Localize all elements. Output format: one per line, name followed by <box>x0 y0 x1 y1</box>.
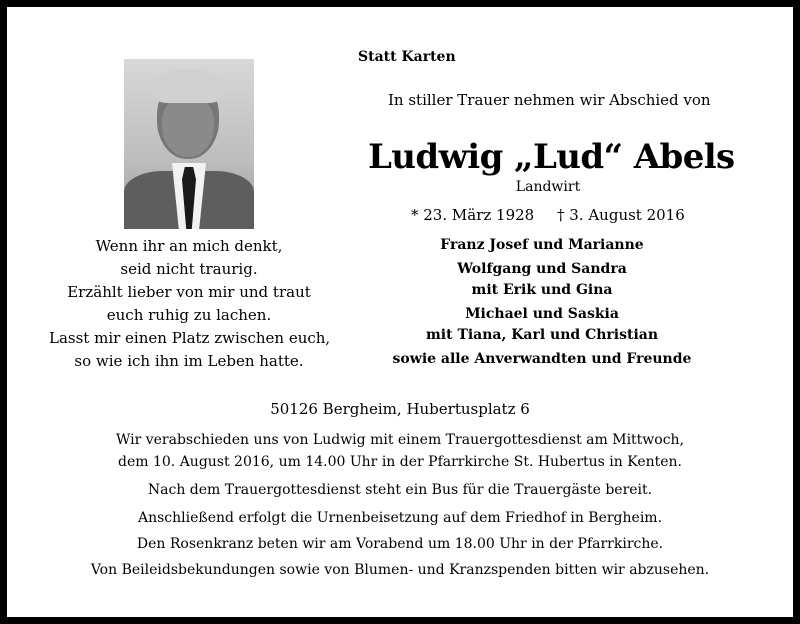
intro-line: In stiller Trauer nehmen wir Abschied von <box>388 91 711 109</box>
notice-line: Von Beileidsbekundungen sowie von Blumen- und Kranzspenden bitten wir abzusehen. <box>90 562 710 578</box>
occupation: Landwirt <box>515 179 581 195</box>
poem-line: Wenn ihr an mich denkt, <box>95 237 283 255</box>
statt-karten-label: Statt Karten <box>358 49 456 65</box>
portrait-photo <box>124 59 254 229</box>
poem-line: Erzählt lieber von mir und traut <box>67 283 311 301</box>
notice-line: Den Rosenkranz beten wir am Vorabend um 18.00 Uhr in der Pfarrkirche. <box>136 536 664 552</box>
mourner-line: sowie alle Anverwandten und Freunde <box>392 351 692 367</box>
death-date: † 3. August 2016 <box>557 206 685 224</box>
poem-line: seid nicht traurig. <box>120 260 258 278</box>
notice-line: Wir verabschieden uns von Ludwig mit einem Trauergottesdienst am Mittwoch, <box>115 432 685 448</box>
face-shape <box>162 97 214 157</box>
mourner-line: Franz Josef und Marianne <box>440 237 644 253</box>
birth-date: * 23. März 1928 <box>411 206 535 224</box>
mourner-line: Wolfgang und Sandra <box>457 261 627 277</box>
address: 50126 Bergheim, Hubertusplatz 6 <box>270 400 530 418</box>
mourner-line: Michael und Saskia <box>465 306 619 322</box>
poem-line: so wie ich ihn im Leben hatte. <box>74 352 304 370</box>
poem-line: euch ruhig zu lachen. <box>106 306 272 324</box>
poem-line: Lasst mir einen Platz zwischen euch, <box>49 329 331 347</box>
notice-line: dem 10. August 2016, um 14.00 Uhr in der Pfarrkirche St. Hubertus in Kenten. <box>118 454 682 470</box>
mourner-line: mit Tiana, Karl und Christian <box>425 327 659 343</box>
notice-line: Nach dem Trauergottesdienst steht ein Bus für die Trauergäste bereit. <box>147 482 653 498</box>
hair-shape <box>154 69 222 103</box>
deceased-name: Ludwig „Lud“ Abels <box>368 137 735 177</box>
notice-line: Anschließend erfolgt die Urnenbeisetzung auf dem Friedhof in Bergheim. <box>137 510 663 526</box>
mourner-line: mit Erik und Gina <box>471 282 613 298</box>
